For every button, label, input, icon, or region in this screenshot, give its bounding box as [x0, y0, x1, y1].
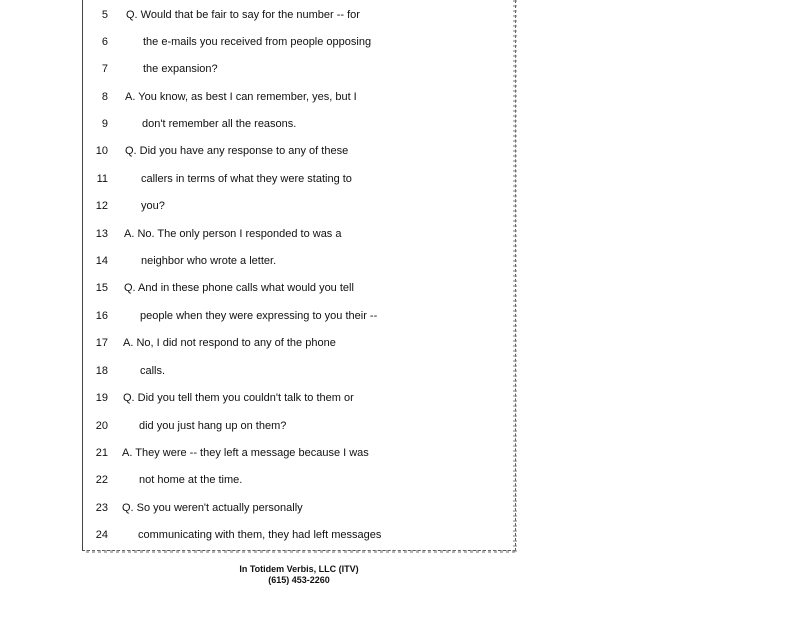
transcript-line: [82, 114, 512, 134]
transcript-line: [82, 196, 512, 216]
line-text: did you just hang up on them?: [139, 420, 287, 432]
line-number: 10: [95, 145, 108, 157]
line-text: A. No. The only person I responded to was a: [124, 228, 342, 240]
line-number: 19: [95, 392, 108, 404]
line-text: A. You know, as best I can remember, yes, but I: [125, 91, 357, 103]
transcript-line: [82, 141, 512, 161]
transcript-line: [82, 87, 512, 107]
line-text: communicating with them, they had left messages: [138, 529, 382, 541]
footer-phone: (615) 453-2260: [268, 575, 330, 585]
footer-company: In Totidem Verbis, LLC (ITV): [239, 564, 359, 574]
transcript-line: [82, 470, 512, 490]
transcript-line: [82, 224, 512, 244]
transcript-line: [82, 306, 512, 326]
line-text: the e-mails you received from people opposing: [143, 36, 372, 48]
transcript-page-border: [82, 0, 516, 551]
line-text: the expansion?: [143, 63, 218, 75]
line-number: 12: [95, 200, 108, 212]
line-text: neighbor who wrote a letter.: [141, 255, 277, 267]
transcript-line: [82, 333, 512, 353]
transcript-line: [82, 361, 512, 381]
transcript-line: [82, 5, 512, 25]
scan-bottom-edge: [86, 550, 516, 553]
transcript-line: [82, 59, 512, 79]
line-text: not home at the time.: [139, 474, 243, 486]
line-text: Q. And in these phone calls what would you tell: [124, 282, 354, 294]
line-number: 7: [101, 63, 108, 75]
line-text: Q. So you weren't actually personally: [122, 502, 303, 514]
line-number: 8: [101, 91, 108, 103]
line-text: you?: [141, 200, 165, 212]
line-text: calls.: [140, 365, 166, 377]
line-number: 23: [95, 502, 108, 514]
line-text: Q. Would that be fair to say for the number -- for: [126, 9, 360, 21]
line-number: 17: [95, 337, 108, 349]
line-text: A. They were -- they left a message because I was: [122, 447, 369, 459]
line-number: 16: [95, 310, 108, 322]
scan-edge-noise: [513, 0, 517, 553]
line-text: Q. Did you have any response to any of these: [125, 145, 349, 157]
line-number: 13: [95, 228, 108, 240]
line-number: 18: [95, 365, 108, 377]
line-text: callers in terms of what they were stating to: [141, 173, 352, 185]
line-number: 15: [95, 282, 108, 294]
transcript-line: [82, 251, 512, 271]
line-number: 20: [95, 420, 108, 432]
line-text: don't remember all the reasons.: [142, 118, 297, 130]
line-number: 5: [101, 9, 108, 21]
line-number: 22: [95, 474, 108, 486]
transcript-line: [82, 278, 512, 298]
line-text: people when they were expressing to you their --: [140, 310, 378, 322]
line-number: 14: [95, 255, 108, 267]
line-number: 9: [101, 118, 108, 130]
transcript-line: [82, 525, 512, 545]
line-text: A. No, I did not respond to any of the phone: [123, 337, 336, 349]
line-number: 21: [95, 447, 108, 459]
transcript-line: [82, 388, 512, 408]
line-number: 24: [95, 529, 108, 541]
line-number: 11: [96, 173, 108, 185]
line-text: Q. Did you tell them you couldn't talk to them or: [123, 392, 354, 404]
transcript-line: [82, 416, 512, 436]
transcript-line: [82, 32, 512, 52]
line-number: 6: [101, 36, 108, 48]
transcript-line: [82, 169, 512, 189]
transcript-line: [82, 498, 512, 518]
transcript-line: [82, 443, 512, 463]
